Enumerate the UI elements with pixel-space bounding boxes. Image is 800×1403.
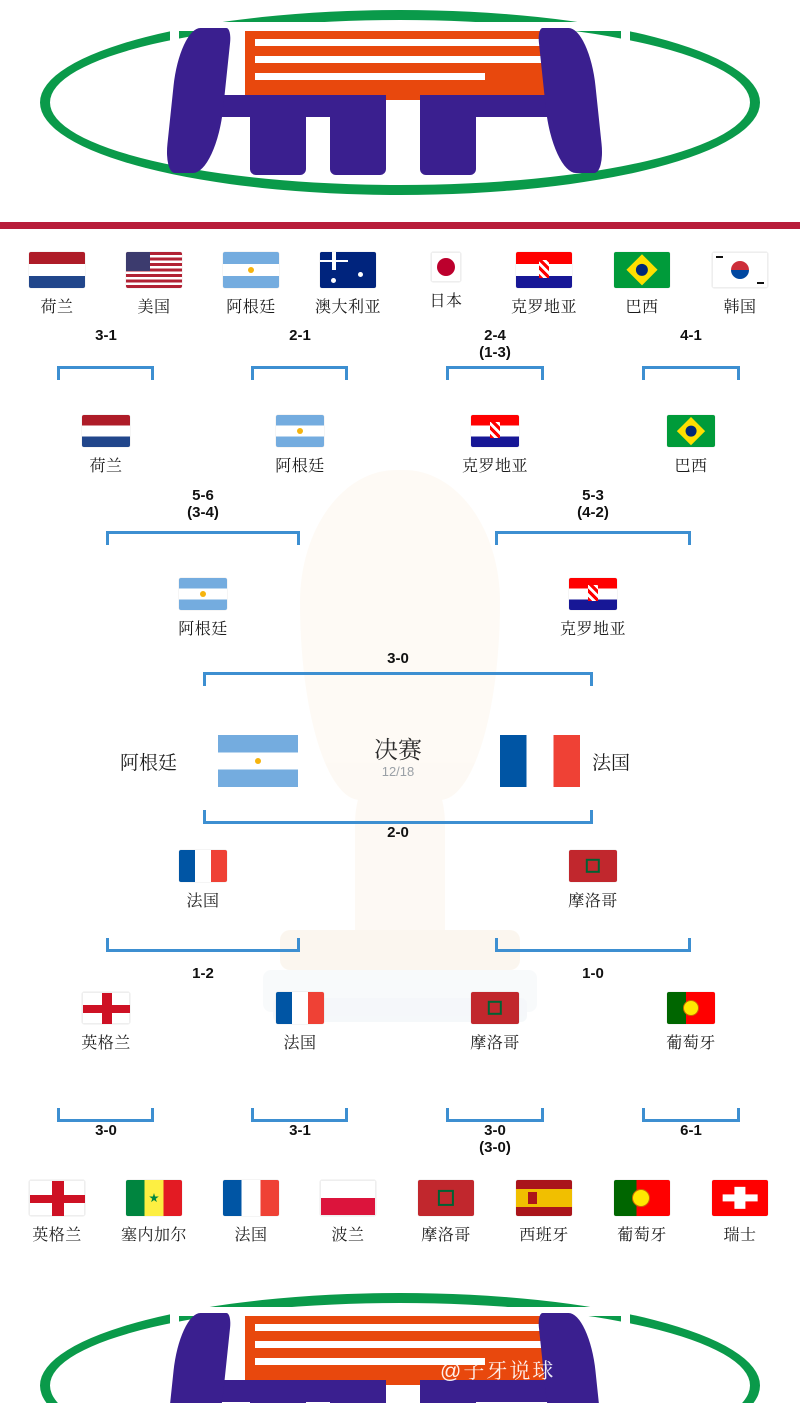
- team-name: 摩洛哥: [421, 1227, 471, 1244]
- team-name: 葡萄牙: [666, 1035, 716, 1052]
- team-name: 摩洛哥: [568, 893, 618, 910]
- final-flag-france: [500, 735, 580, 787]
- team-name: 英格兰: [32, 1227, 82, 1244]
- team-name: 西班牙: [519, 1227, 569, 1244]
- match-score: 3-0 (3-0): [479, 1122, 511, 1157]
- bracket-team-node[interactable]: [435, 992, 555, 1053]
- bracket-team-node[interactable]: [46, 992, 166, 1053]
- match-score: 3-0: [95, 1122, 117, 1139]
- bracket-connector: [495, 938, 691, 952]
- bracket-team-node[interactable]: [435, 415, 555, 476]
- match-score: 2-1: [289, 327, 311, 344]
- team-name: 荷兰: [89, 458, 123, 475]
- flag-icon-morocco: [471, 992, 519, 1024]
- team-name: 法国: [283, 1035, 317, 1052]
- flag-icon-france: [179, 850, 227, 882]
- bracket-team-node[interactable]: [46, 415, 166, 476]
- flag-icon-brazil: [614, 252, 670, 288]
- bracket-connector: [203, 810, 593, 824]
- flag-icon-spain: [516, 1180, 572, 1216]
- flag-icon-argentina: [276, 415, 324, 447]
- team-name: 瑞士: [723, 1227, 757, 1244]
- flag-icon-croatia: [569, 578, 617, 610]
- team-name: 塞内加尔: [120, 1227, 187, 1244]
- flag-icon-switzerland: [712, 1180, 768, 1216]
- bracket-connector: [642, 1108, 740, 1122]
- match-score: 1-0: [582, 965, 604, 982]
- bracket-team-node[interactable]: [680, 1180, 800, 1245]
- match-score: 1-2: [192, 965, 214, 982]
- team-name: 葡萄牙: [617, 1227, 667, 1244]
- match-score: 5-6 (3-4): [187, 487, 219, 522]
- team-name: 阿根廷: [275, 458, 325, 475]
- match-score: 3-1: [289, 1122, 311, 1139]
- match-score: 3-1: [95, 327, 117, 344]
- team-name: 英格兰: [81, 1035, 131, 1052]
- bracket-team-node[interactable]: [680, 252, 800, 317]
- bracket-connector: [642, 366, 740, 380]
- team-name: 法国: [234, 1227, 268, 1244]
- match-score: 5-3 (4-2): [577, 487, 609, 522]
- match-score: 6-1: [680, 1122, 702, 1139]
- final-date: 12/18: [381, 764, 415, 779]
- flag-icon-japan: [431, 252, 461, 282]
- channel-watermark: @子牙说球: [440, 1360, 556, 1383]
- bracket-connector: [106, 938, 300, 952]
- bracket-team-node[interactable]: [143, 850, 263, 911]
- team-name: 阿根廷: [226, 299, 276, 316]
- flag-icon-argentina: [223, 252, 279, 288]
- match-score: 3-0: [387, 650, 409, 667]
- flag-icon-senegal: [126, 1180, 182, 1216]
- bracket-team-node[interactable]: [533, 578, 653, 639]
- flag-icon-australia: [320, 252, 376, 288]
- team-name: 韩国: [723, 299, 757, 316]
- flag-icon-usa: [126, 252, 182, 288]
- final-label: 决赛: [374, 737, 422, 764]
- flag-icon-england: [82, 992, 130, 1024]
- team-name: 克罗地亚: [510, 299, 577, 316]
- flag-icon-netherlands: [82, 415, 130, 447]
- flag-icon-brazil: [667, 415, 715, 447]
- bracket-connector: [446, 1108, 544, 1122]
- bracket-team-node[interactable]: [240, 415, 360, 476]
- flag-icon-poland: [320, 1180, 376, 1216]
- match-score: 4-1: [680, 327, 702, 344]
- flag-icon-netherlands: [29, 252, 85, 288]
- team-name: 摩洛哥: [470, 1035, 520, 1052]
- team-name: 法国: [186, 893, 220, 910]
- final-left-team-name: 阿根廷: [120, 753, 178, 774]
- flag-icon-croatia: [516, 252, 572, 288]
- team-name: 巴西: [674, 458, 708, 475]
- flag-icon-portugal: [614, 1180, 670, 1216]
- bracket-connector: [251, 1108, 348, 1122]
- team-name: 美国: [137, 299, 171, 316]
- team-name: 荷兰: [40, 299, 74, 316]
- team-name: 日本: [429, 293, 463, 310]
- flag-icon-portugal: [667, 992, 715, 1024]
- bracket-team-node[interactable]: [631, 415, 751, 476]
- bracket-connector: [446, 366, 544, 380]
- bracket-connector: [57, 1108, 154, 1122]
- bracket-team-node[interactable]: [143, 578, 263, 639]
- bracket-connector: [57, 366, 154, 380]
- match-score: 2-0: [387, 824, 409, 841]
- bracket-team-node[interactable]: [631, 992, 751, 1053]
- bracket-team-node[interactable]: [240, 992, 360, 1053]
- flag-icon-southkorea: [712, 252, 768, 288]
- flag-icon-croatia: [471, 415, 519, 447]
- team-name: 阿根廷: [178, 621, 228, 638]
- team-name: 克罗地亚: [461, 458, 528, 475]
- flag-icon-england: [29, 1180, 85, 1216]
- flag-icon-france: [223, 1180, 279, 1216]
- bracket-connector: [203, 672, 593, 686]
- team-name: 波兰: [331, 1227, 365, 1244]
- flag-icon-argentina: [179, 578, 227, 610]
- team-name: 巴西: [625, 299, 659, 316]
- flag-icon-morocco: [569, 850, 617, 882]
- match-score: 2-4 (1-3): [479, 327, 511, 362]
- bracket-connector: [495, 531, 691, 545]
- flag-icon-france: [276, 992, 324, 1024]
- flag-icon-morocco: [418, 1180, 474, 1216]
- final-flag-argentina: [218, 735, 298, 787]
- team-name: 澳大利亚: [314, 299, 381, 316]
- bracket-connector: [106, 531, 300, 545]
- bracket-team-node[interactable]: [533, 850, 653, 911]
- team-name: 克罗地亚: [559, 621, 626, 638]
- final-right-team-name: 法国: [592, 753, 631, 774]
- bracket-connector: [251, 366, 348, 380]
